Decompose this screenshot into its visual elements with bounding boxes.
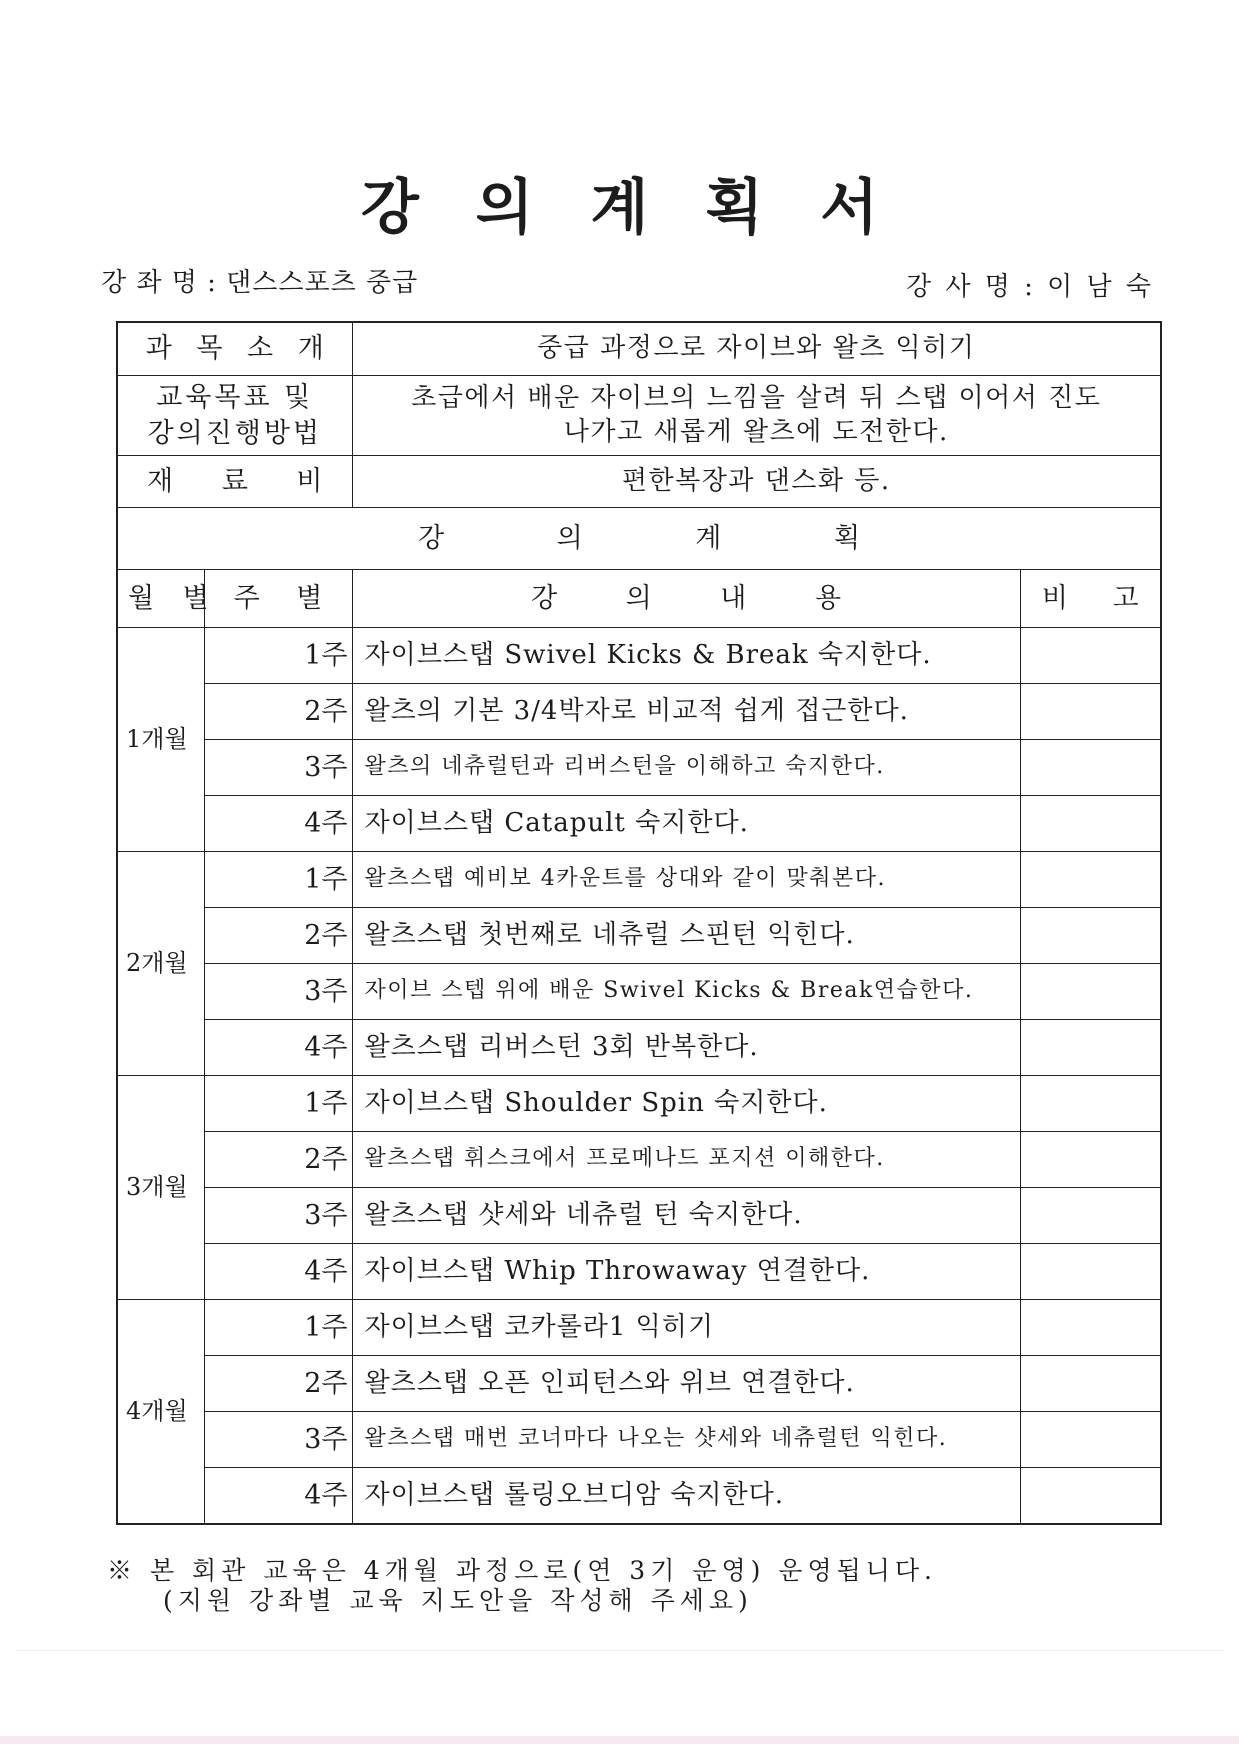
lecture-content: 자이브스탭 Swivel Kicks & Break 숙지한다. — [352, 628, 1020, 684]
lecture-content: 자이브 스텝 위에 배운 Swivel Kicks & Break연습한다. — [352, 964, 1020, 1020]
week-label: 1주 — [204, 1300, 352, 1356]
note-cell — [1020, 1188, 1161, 1244]
week-label: 2주 — [204, 1132, 352, 1188]
week-row — [117, 964, 1161, 1020]
materials-fee-value: 편한복장과 댄스화 등. — [352, 456, 1161, 508]
column-header-content: 강 의 내 용 — [352, 570, 1020, 628]
note-cell — [1020, 852, 1161, 908]
week-row — [117, 740, 1161, 796]
week-row — [117, 1076, 1161, 1132]
week-row — [117, 1020, 1161, 1076]
lecture-content: 왈츠스탭 매번 코너마다 나오는 샷세와 네츄럴턴 익힌다. — [352, 1412, 1020, 1468]
week-label: 4주 — [204, 1244, 352, 1300]
week-row — [117, 852, 1161, 908]
lecture-content: 자이브스탭 Shoulder Spin 숙지한다. — [352, 1076, 1020, 1132]
week-row — [117, 1300, 1161, 1356]
week-row — [117, 628, 1161, 684]
course-name: 강 좌 명 : 댄스스포츠 중급 — [101, 268, 419, 298]
note-cell — [1020, 684, 1161, 740]
lecture-content: 자이브스탭 롤링오브디암 숙지한다. — [352, 1468, 1020, 1525]
goals-method-label — [117, 376, 352, 456]
lecture-content: 왈츠스탭 예비보 4카운트를 상대와 같이 맞춰본다. — [352, 852, 1020, 908]
note-cell — [1020, 1132, 1161, 1188]
note-cell — [1020, 908, 1161, 964]
column-header-month: 월 별 — [117, 570, 204, 628]
week-row — [117, 1244, 1161, 1300]
goals-method-row — [117, 376, 1161, 456]
column-header-week: 주 별 — [204, 570, 352, 628]
subject-intro-label: 과 목 소 개 — [117, 322, 352, 376]
subject-intro-value: 중급 과정으로 자이브와 왈츠 익히기 — [352, 322, 1161, 376]
lecture-content: 자이브스탭 Catapult 숙지한다. — [352, 796, 1020, 852]
lecture-content: 왈츠스탭 휘스크에서 프로메나드 포지션 이해한다. — [352, 1132, 1020, 1188]
week-label: 1주 — [204, 852, 352, 908]
footer-note — [107, 1556, 937, 1616]
materials-fee-row — [117, 456, 1161, 508]
lecture-content: 왈츠스탭 리버스턴 3회 반복한다. — [352, 1020, 1020, 1076]
week-row — [117, 1468, 1161, 1525]
week-row — [117, 1188, 1161, 1244]
week-label: 3주 — [204, 1188, 352, 1244]
scan-artifact-line — [15, 1650, 1224, 1651]
week-label: 2주 — [204, 1356, 352, 1412]
month-cell: 3개월 — [117, 1076, 204, 1300]
lecture-content: 왈츠스탭 첫번째로 네츄럴 스핀턴 익힌다. — [352, 908, 1020, 964]
goals-method-value-line: 초급에서 배운 자이브의 느낌을 살려 뒤 스탭 이어서 진도 — [411, 382, 1102, 413]
note-cell — [1020, 628, 1161, 684]
week-row — [117, 908, 1161, 964]
lecture-content: 왈츠의 네츄럴턴과 리버스턴을 이해하고 숙지한다. — [352, 740, 1020, 796]
week-row — [117, 684, 1161, 740]
week-label: 4주 — [204, 1020, 352, 1076]
plan-heading-row — [117, 508, 1161, 570]
lecture-content: 왈츠스탭 샷세와 네츄럴 턴 숙지한다. — [352, 1188, 1020, 1244]
document-title: 강 의 계 획 서 — [360, 173, 897, 243]
column-header-note: 비 고 — [1020, 570, 1161, 628]
month-cell: 4개월 — [117, 1300, 204, 1525]
goals-method-label-line: 강의진행방법 — [147, 417, 322, 449]
week-label: 3주 — [204, 964, 352, 1020]
note-cell — [1020, 740, 1161, 796]
plan-heading: 강 의 계 획 — [117, 508, 1161, 570]
lecture-content: 왈츠스탭 오픈 인피턴스와 위브 연결한다. — [352, 1356, 1020, 1412]
goals-method-value-line: 나가고 새롭게 왈츠에 도전한다. — [563, 416, 949, 447]
note-cell — [1020, 796, 1161, 852]
week-label: 1주 — [204, 628, 352, 684]
column-header-row — [117, 570, 1161, 628]
instructor-name: 강 사 명 : 이 남 숙 — [905, 272, 1154, 302]
note-cell — [1020, 1020, 1161, 1076]
subject-intro-row — [117, 322, 1161, 376]
note-cell — [1020, 1468, 1161, 1525]
week-row — [117, 796, 1161, 852]
lecture-content: 자이브스탭 코카롤라1 익히기 — [352, 1300, 1020, 1356]
month-cell: 1개월 — [117, 628, 204, 852]
lecture-plan-table — [116, 321, 1162, 1525]
month-cell: 2개월 — [117, 852, 204, 1076]
lecture-content: 자이브스탭 Whip Throwaway 연결한다. — [352, 1244, 1020, 1300]
goals-method-label-line: 교육목표 및 — [156, 382, 314, 414]
week-label: 1주 — [204, 1076, 352, 1132]
note-cell — [1020, 964, 1161, 1020]
week-label: 4주 — [204, 1468, 352, 1525]
week-label: 3주 — [204, 1412, 352, 1468]
note-cell — [1020, 1412, 1161, 1468]
week-row — [117, 1132, 1161, 1188]
week-label: 2주 — [204, 908, 352, 964]
materials-fee-label: 재 료 비 — [117, 456, 352, 508]
week-row — [117, 1356, 1161, 1412]
note-cell — [1020, 1076, 1161, 1132]
goals-method-value — [352, 376, 1161, 456]
week-label: 3주 — [204, 740, 352, 796]
week-label: 2주 — [204, 684, 352, 740]
note-cell — [1020, 1300, 1161, 1356]
note-cell — [1020, 1356, 1161, 1412]
footer-note-line: (지원 강좌별 교육 지도안을 작성해 주세요) — [163, 1586, 753, 1615]
footer-note-line: ※ 본 회관 교육은 4개월 과정으로(연 3기 운영) 운영됩니다. — [107, 1556, 937, 1585]
lecture-content: 왈츠의 기본 3/4박자로 비교적 쉽게 접근한다. — [352, 684, 1020, 740]
week-label: 4주 — [204, 796, 352, 852]
note-cell — [1020, 1244, 1161, 1300]
week-row — [117, 1412, 1161, 1468]
scan-artifact-band — [0, 1736, 1239, 1744]
